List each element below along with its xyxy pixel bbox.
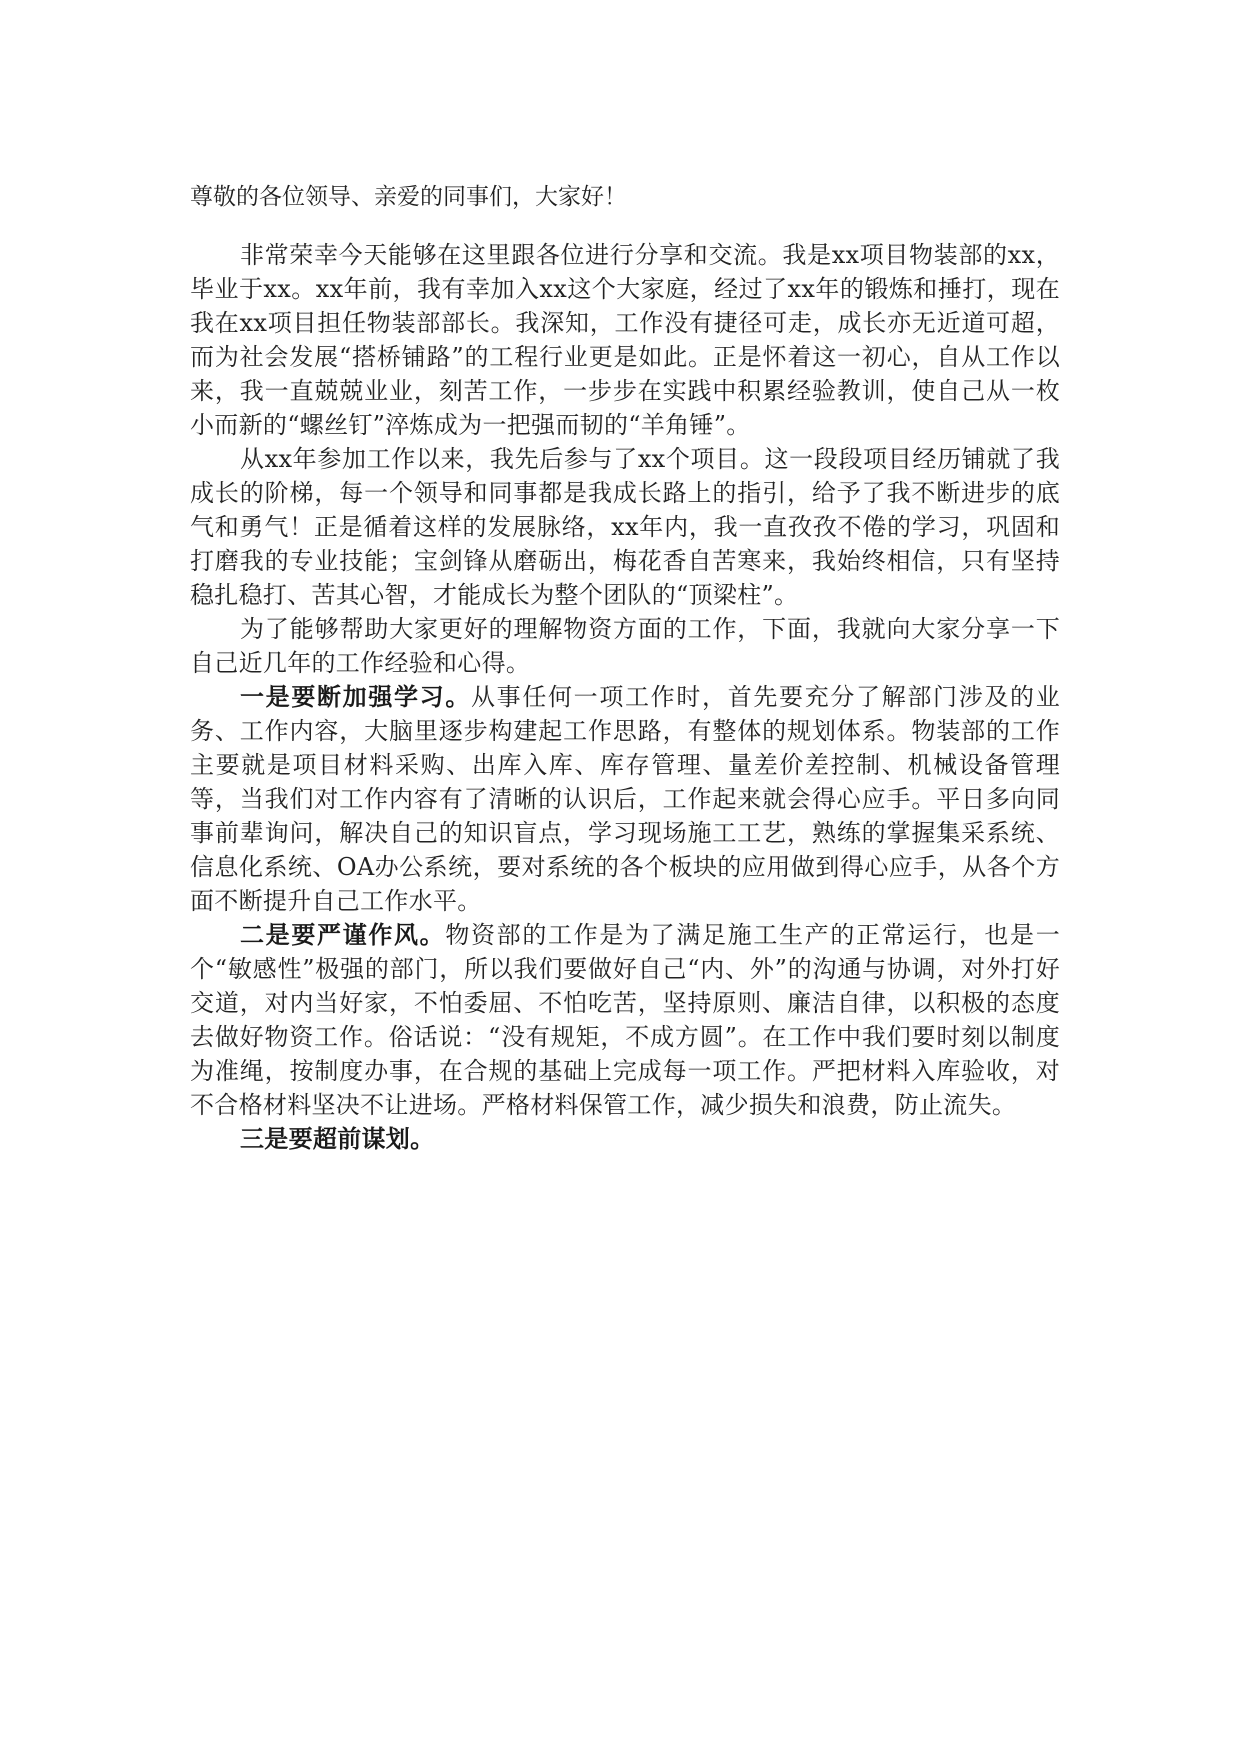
paragraph-experience <box>190 442 1060 612</box>
paragraph-intro <box>190 238 1060 442</box>
document-page <box>190 180 1060 1156</box>
paragraph-transition <box>190 612 1060 680</box>
greeting-line: 尊敬的各位领导、亲爱的同事们，大家好！ <box>190 184 627 210</box>
point-three-heading: 三是要超前谋划。 <box>240 1125 435 1153</box>
point-two-text: 物资部的工作是为了满足施工生产的正常运行，也是一个“敏感性”极强的部门，所以我们要做好自己“内、外”的沟通与协调，对外打好交道，对内当好家，不怕委屈、不怕吃苦，坚持原则、廉洁自律，以积极的态度去做好物资工作。俗话说：“没有规矩，不成方圆”。在工作中我们要时刻以制度为准绳，按制度办事，在合规的基础上完成每一项工作。严把材料入库验收，对不合格材料坚决不让进场。严格材料保管工作，减少损失和浪费，防止流失。 <box>190 921 1060 1119</box>
point-two-heading: 二是要严谨作风。 <box>240 921 446 949</box>
paragraph-point-three <box>190 1122 1060 1156</box>
point-one-heading: 一是要断加强学习。 <box>240 683 472 711</box>
paragraph-experience-text: 从xx年参加工作以来，我先后参与了xx个项目。这一段段项目经历铺就了我成长的阶梯，每一个领导和同事都是我成长路上的指引，给予了我不断进步的底气和勇气！正是循着这样的发展脉络，xx年内，我一直孜孜不倦的学习，巩固和打磨我的专业技能；宝剑锋从磨砺出，梅花香自苦寒来，我始终相信，只有坚持稳扎稳打、苦其心智，才能成长为整个团队的“顶梁柱”。 <box>190 445 1060 609</box>
paragraph-point-one <box>190 680 1060 918</box>
paragraph-intro-text: 非常荣幸今天能够在这里跟各位进行分享和交流。我是xx项目物装部的xx，毕业于xx。xx年前，我有幸加入xx这个大家庭，经过了xx年的锻炼和捶打，现在我在xx项目担任物装部部长。我深知，工作没有捷径可走，成长亦无近道可超，而为社会发展“搭桥铺路”的工程行业更是如此。正是怀着这一初心，自从工作以来，我一直兢兢业业，刻苦工作，一步步在实践中积累经验教训，使自己从一枚小而新的“螺丝钉”淬炼成为一把强而韧的“羊角锤”。 <box>190 241 1060 439</box>
paragraph-transition-text: 为了能够帮助大家更好的理解物资方面的工作，下面，我就向大家分享一下自己近几年的工作经验和心得。 <box>190 615 1060 677</box>
point-one-text: 从事任何一项工作时，首先要充分了解部门涉及的业务、工作内容，大脑里逐步构建起工作思路，有整体的规划体系。物装部的工作主要就是项目材料采购、出库入库、库存管理、量差价差控制、机械设备管理等，当我们对工作内容有了清晰的认识后，工作起来就会得心应手。平日多向同事前辈询问，解决自己的知识盲点，学习现场施工工艺，熟练的掌握集采系统、信息化系统、OA办公系统，要对系统的各个板块的应用做到得心应手，从各个方面不断提升自己工作水平。 <box>190 683 1060 915</box>
paragraph-point-two <box>190 918 1060 1122</box>
